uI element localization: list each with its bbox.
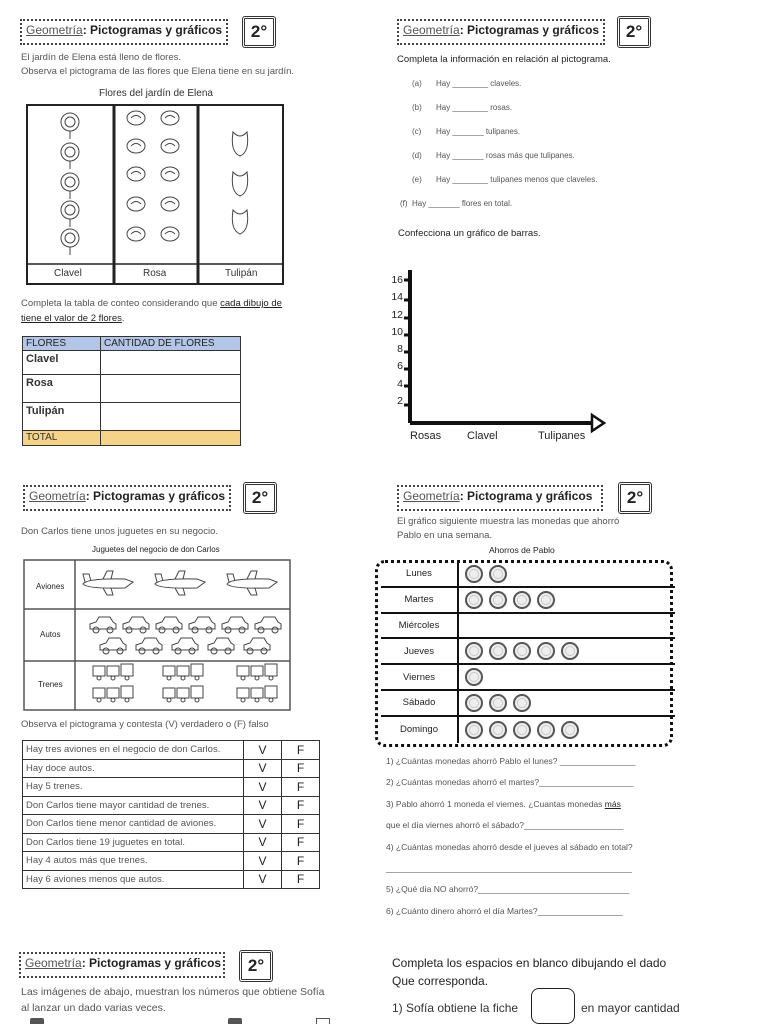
toy-label: Trenes xyxy=(38,680,63,689)
intro-text: Las imágenes de abajo, muestran los números que obtiene Sofía xyxy=(21,986,325,998)
flower-pictogram xyxy=(26,104,286,286)
false-option[interactable]: F xyxy=(282,852,320,871)
die-icon xyxy=(316,1018,330,1024)
false-option[interactable]: F xyxy=(282,741,320,760)
day-label: Martes xyxy=(381,588,459,612)
coin-row xyxy=(381,614,675,640)
question-item: 3) Pablo ahorró 1 moneda el viernes. ¿Cuantas monedas más xyxy=(386,798,621,809)
table-row: Don Carlos tiene mayor cantidad de trenes. V F xyxy=(23,796,320,815)
dice-row xyxy=(30,1018,330,1024)
coin-row xyxy=(381,562,675,588)
tally-table xyxy=(22,336,241,446)
false-option[interactable]: F xyxy=(282,796,320,815)
coin-icon xyxy=(561,642,579,660)
question-list xyxy=(386,751,636,922)
table-row: Clavel xyxy=(23,351,241,375)
pictogram-title: Juguetes del negocio de don Carlos xyxy=(92,545,220,554)
true-option[interactable]: V xyxy=(244,759,282,778)
question-item: 1) ¿Cuántas monedas ahorró Pablo el lunes? ________________ xyxy=(386,756,636,766)
section2-instruction: Completa la información en relación al pictograma. xyxy=(397,54,611,65)
section6-instruction: Completa los espacios en blanco dibujando el dado xyxy=(392,956,667,970)
intro-text: Observa el pictograma de las flores que Elena tiene en su jardín. xyxy=(21,66,295,77)
coin-icon xyxy=(489,642,507,660)
intro-text: El jardín de Elena está lleno de flores. xyxy=(21,52,182,63)
vf-instruction: Observa el pictograma y contesta (V) verdadero o (F) falso xyxy=(21,719,269,730)
day-label: Domingo xyxy=(381,717,459,743)
question-item: (e) Hay ________ tulipanes menos que claveles. xyxy=(412,175,598,184)
day-label: Viernes xyxy=(381,665,459,689)
table-row: Hay tres aviones en el negocio de don Carlos. V F xyxy=(23,741,320,760)
table-row-total: TOTAL xyxy=(23,431,241,446)
question-item: 2) ¿Cuántas monedas ahorró el martes?____________________ xyxy=(386,777,634,788)
table-header: FLORES xyxy=(23,337,101,351)
coin-icon xyxy=(513,591,531,609)
coin-row xyxy=(381,691,675,717)
answer-cell[interactable] xyxy=(101,431,241,446)
table-row: Hay 6 aviones menos que autos. V F xyxy=(23,870,320,889)
flower-label: Clavel xyxy=(54,268,82,279)
fill-line-1: 1) Sofía obtiene la fiche xyxy=(392,1001,519,1015)
table-row: Hay 5 trenes. V F xyxy=(23,778,320,797)
coin-icon xyxy=(465,721,483,739)
coin-icon xyxy=(489,721,507,739)
question-item: ____________________________________________________ xyxy=(386,863,632,874)
question-item: (f) Hay _______ flores en total. xyxy=(400,199,513,208)
grade-badge: 2° xyxy=(242,16,276,48)
carnation-icons xyxy=(61,113,79,255)
coin-icon xyxy=(465,591,483,609)
car-icons xyxy=(90,617,281,654)
coin-icon xyxy=(465,668,483,686)
false-option[interactable]: F xyxy=(282,778,320,797)
die-icon xyxy=(30,1018,44,1024)
true-option[interactable]: V xyxy=(244,852,282,871)
true-option[interactable]: V xyxy=(244,778,282,797)
coin-icon xyxy=(489,565,507,583)
coin-row xyxy=(381,717,675,743)
question-item: 5) ¿Qué día NO ahorró?________________________________ xyxy=(386,884,630,895)
coin-icon xyxy=(489,591,507,609)
toy-label: Autos xyxy=(40,630,61,639)
answer-cell[interactable] xyxy=(101,375,241,403)
grade-badge: 2° xyxy=(618,482,652,514)
flower-label: Tulipán xyxy=(225,268,258,279)
section4-title: Geometría: Pictograma y gráficos xyxy=(397,485,603,511)
day-label: Lunes xyxy=(381,562,459,586)
coin-icon xyxy=(513,721,531,739)
y-tick-labels: 16 14 12 10 8 6 4 2 xyxy=(391,274,403,408)
coin-icon xyxy=(489,694,507,712)
answer-cell[interactable] xyxy=(101,403,241,431)
false-option[interactable]: F xyxy=(282,870,320,889)
airplane-icons xyxy=(83,571,277,595)
answer-cell[interactable] xyxy=(101,351,241,375)
coin-row xyxy=(381,665,675,691)
coin-icon xyxy=(465,565,483,583)
empty-bar-chart[interactable] xyxy=(388,266,618,446)
day-label: Jueves xyxy=(381,639,459,663)
question-item: (a) Hay ________ claveles. xyxy=(412,79,522,88)
true-option[interactable]: V xyxy=(244,870,282,889)
grade-badge: 2° xyxy=(239,950,273,982)
coin-row xyxy=(381,639,675,665)
intro-text: Pablo en una semana. xyxy=(397,530,493,541)
false-option[interactable]: F xyxy=(282,815,320,834)
intro-text: Don Carlos tiene unos juguetes en su negocio. xyxy=(21,526,218,537)
question-item: (b) Hay ________ rosas. xyxy=(412,103,513,112)
flower-label: Rosa xyxy=(143,268,167,279)
die-icon xyxy=(228,1018,242,1024)
question-list xyxy=(400,79,598,223)
intro-text: El gráfico siguiente muestra las monedas que ahorró xyxy=(397,516,620,527)
intro-text: al lanzar un dado varias veces. xyxy=(21,1002,166,1014)
true-false-table xyxy=(22,740,320,889)
true-option[interactable]: V xyxy=(244,741,282,760)
table-row: Don Carlos tiene menor cantidad de aviones. V F xyxy=(23,815,320,834)
section5-title: Geometría: Pictogramas y gráficos xyxy=(19,952,225,978)
section2-title: Geometría: Pictogramas y gráficos xyxy=(397,19,605,45)
x-axis-label: Tulipanes xyxy=(538,430,586,442)
day-label: Sábado xyxy=(381,691,459,715)
question-item: 6) ¿Cuánto dinero ahorró el día Martes?__________________ xyxy=(386,905,623,916)
coin-icon xyxy=(465,642,483,660)
pictogram-title: Flores del jardín de Elena xyxy=(99,88,213,99)
grade-badge: 2° xyxy=(243,482,277,514)
grade-badge: 2° xyxy=(617,16,651,48)
section1-title: Geometría: Pictogramas y gráficos xyxy=(20,19,228,45)
tulip-icons xyxy=(232,132,247,234)
coin-icon xyxy=(513,642,531,660)
question-item: 4) ¿Cuántas monedas ahorró desde el jueves al sábado en total? xyxy=(386,841,633,852)
table-row: Rosa xyxy=(23,375,241,403)
table-row: Hay doce autos. V F xyxy=(23,759,320,778)
section3-title: Geometría: Pictogramas y gráficos xyxy=(23,485,231,511)
table-row: Hay 4 autos más que trenes. V F xyxy=(23,852,320,871)
false-option[interactable]: F xyxy=(282,833,320,852)
table-row: Don Carlos tiene 19 juguetes en total. V F xyxy=(23,833,320,852)
true-option[interactable]: V xyxy=(244,833,282,852)
false-option[interactable]: F xyxy=(282,759,320,778)
coin-row xyxy=(381,588,675,614)
coin-icon xyxy=(537,591,555,609)
rose-icons xyxy=(127,111,179,241)
train-icons xyxy=(93,664,277,702)
table-row: Tulipán xyxy=(23,403,241,431)
table-header: CANTIDAD DE FLORES xyxy=(101,337,241,351)
question-item: (d) Hay _______ rosas más que tulipanes. xyxy=(412,151,575,160)
fill-line-1-end: en mayor cantidad xyxy=(581,1001,680,1015)
coin-icon xyxy=(537,721,555,739)
x-axis-label: Clavel xyxy=(467,430,498,442)
coin-rows xyxy=(381,562,675,743)
pictogram-title: Ahorros de Pablo xyxy=(489,545,555,555)
question-item: que el día viernes ahorró el sábado?_____________________ xyxy=(386,820,624,831)
tally-instruction: Completa la tabla de conteo considerando que cada dibujo de tiene el valor de 2 flores. xyxy=(21,298,282,324)
section6-instruction: Que corresponda. xyxy=(392,974,489,988)
coin-icon xyxy=(465,694,483,712)
die-answer-box[interactable] xyxy=(531,988,575,1024)
toy-label: Aviones xyxy=(36,582,65,591)
coin-icon xyxy=(561,721,579,739)
bar-chart-instruction: Confecciona un gráfico de barras. xyxy=(398,228,541,239)
coin-icon xyxy=(513,694,531,712)
question-item: (c) Hay _______ tulipanes. xyxy=(412,127,521,136)
day-label: Miércoles xyxy=(381,614,459,638)
coin-icon xyxy=(537,642,555,660)
x-axis-label: Rosas xyxy=(410,430,442,442)
true-option[interactable]: V xyxy=(244,815,282,834)
true-option[interactable]: V xyxy=(244,796,282,815)
